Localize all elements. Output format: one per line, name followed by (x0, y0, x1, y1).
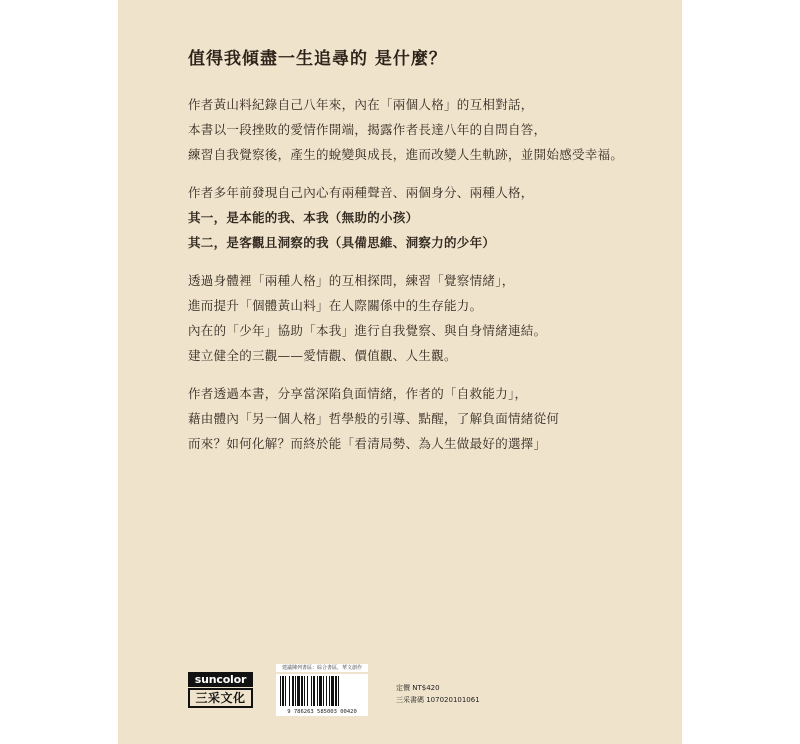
paragraph-line: 作者黃山料紀錄自己八年來，內在「兩個人格」的互相對話， (188, 97, 534, 112)
paragraph-4 (188, 381, 559, 456)
paragraph-line: 透過身體裡「兩種人格」的互相探問，練習「覺察情緒」， (188, 273, 515, 288)
paragraph-3 (188, 268, 546, 368)
publisher-logo (188, 672, 253, 710)
paragraph-line: 進而提升「個體黃山料」在人際關係中的生存能力。 (188, 298, 483, 313)
paragraph-line: 作者透過本書，分享當深陷負面情緒，作者的「自救能力」， (188, 386, 528, 401)
book-back-cover (118, 0, 682, 744)
paragraph-line: 藉由體內「另一個人格」哲學般的引導、點醒，了解負面情緒從何 (188, 411, 560, 426)
paragraph-line: 而來？如何化解？而終於能「看清局勢、為人生做最好的選擇」 (188, 436, 547, 451)
cover-title: 值得我傾盡一生追尋的 是什麼？ (188, 49, 447, 69)
logo-chinese-name: 三采文化 (188, 688, 253, 708)
paragraph-line: 內在的「少年」協助「本我」進行自我覺察、與自身情緒連結。 (188, 323, 547, 338)
cover-footer (188, 660, 638, 720)
barcode-icon (276, 674, 368, 708)
price-block (396, 682, 480, 706)
barcode-number: 9 786263 585003 00420 (276, 708, 368, 716)
paragraph-line-bold: 其一，是本能的我、本我（無助的小孩） (188, 210, 419, 225)
paragraph-1 (188, 92, 623, 167)
paragraph-line: 本書以一段挫敗的愛情作開端，揭露作者長達八年的自問自答， (188, 122, 547, 137)
isbn-barcode-block (276, 664, 368, 718)
price-label: 定價 NT$420 (396, 684, 440, 692)
paragraph-line-bold: 其二，是客觀且洞察的我（具備思維、洞察力的少年） (188, 235, 496, 250)
paragraph-line: 建立健全的三觀——愛情觀、價值觀、人生觀。 (188, 348, 457, 363)
logo-wordmark: suncolor (188, 672, 253, 687)
paragraph-2 (188, 180, 534, 255)
paragraph-line: 作者多年前發現自己內心有兩種聲音、兩個身分、兩種人格， (188, 185, 534, 200)
book-code: 三采書碼 107020101061 (396, 696, 480, 704)
shelving-category: 建議陳列書區：綜合書區，華文創作 (276, 664, 368, 672)
paragraph-line: 練習自我覺察後，產生的蛻變與成長，進而改變人生軌跡，並開始感受幸福。 (188, 147, 624, 162)
